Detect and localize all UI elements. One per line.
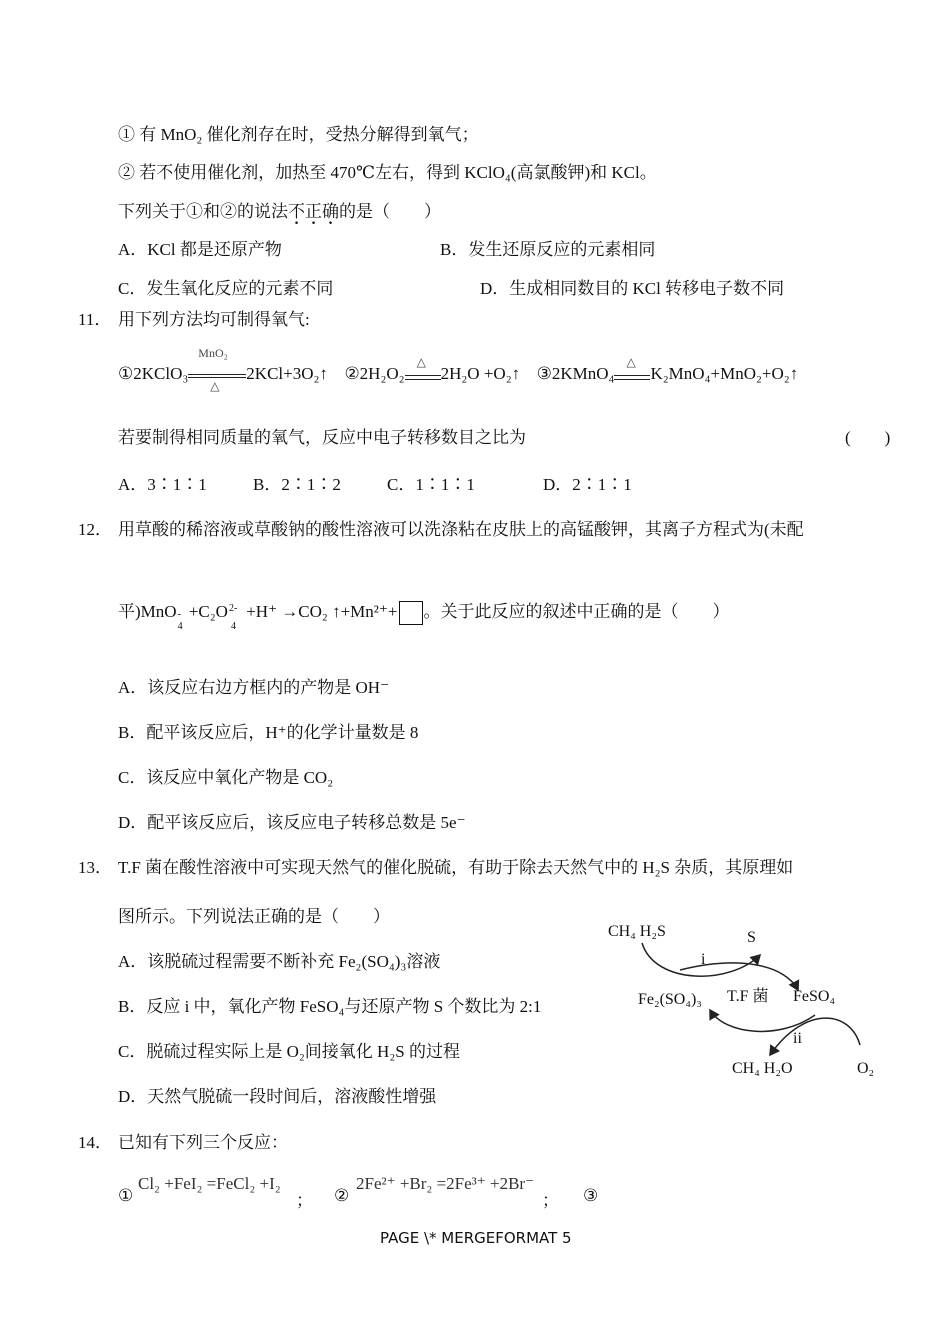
eq1-catalyst: MnO₂: [198, 346, 228, 361]
q14-separator-2: ；: [542, 1191, 559, 1210]
q11-number: 11．: [78, 310, 112, 329]
q12-number: 12．: [78, 520, 112, 539]
q11-option-d[interactable]: D．2∶1∶1: [543, 475, 632, 494]
heat-icon: △: [416, 355, 426, 370]
q13-option-b[interactable]: B．反应 i 中，氧化产物 FeSO₄与还原产物 S 个数比为 2:1: [118, 997, 542, 1016]
c2o4-charge: 2-: [228, 603, 238, 614]
mno4-subscript: 4: [177, 621, 183, 632]
eq-c2o4: +C₂O: [184, 602, 228, 621]
q14-reaction-1: Cl₂ +FeI₂ =FeCl₂ +I₂: [138, 1174, 281, 1193]
diagram-label-ii: ii: [793, 1030, 802, 1047]
arrow-to-fe2so43: [710, 1010, 815, 1031]
q13-stem-line1: T.F 菌在酸性溶液中可实现天然气的催化脱硫，有助于除去天然气中的 H₂S 杂质，其原理如: [118, 858, 794, 877]
diagram-o2: O₂: [857, 1060, 875, 1077]
emphasis-char-1: 不: [288, 202, 305, 221]
q10-option-d[interactable]: D．生成相同数目的 KCl 转移电子数不同: [480, 279, 785, 298]
q10-stem: [118, 197, 441, 222]
page-footer: PAGE \* MERGEFORMAT 5: [380, 1229, 572, 1247]
c2o4-subscript: 4: [230, 621, 236, 632]
eq1-right: 2KCl+3O₂↑: [246, 364, 328, 383]
diagram-ch4-h2o: CH₄ H₂O: [732, 1060, 793, 1077]
eq3-condition: [614, 355, 650, 385]
mno4-charge: -: [177, 609, 181, 620]
q12-option-a[interactable]: A．该反应右边方框内的产物是 OH⁻: [118, 678, 390, 697]
q10-option-b[interactable]: B．发生还原反应的元素相同: [440, 240, 656, 259]
eq2-left: ②2H₂O₂: [344, 364, 405, 383]
q13-number: 13．: [78, 858, 112, 877]
blank-box[interactable]: [399, 601, 423, 625]
heat-icon: △: [210, 379, 220, 394]
q11-stem: 用下列方法均可制得氧气:: [118, 310, 310, 329]
q12-ionic-equation: [118, 597, 730, 632]
q12-question: 。关于此反应的叙述中正确的是（ ）: [423, 602, 730, 621]
q11-option-c[interactable]: C．1∶1∶1: [387, 475, 475, 494]
q10-stem-pre: 下列关于①和②的说法: [118, 202, 288, 221]
q10-line1: ① 有 MnO₂ 催化剂存在时，受热分解得到氧气；: [118, 125, 479, 144]
q12-option-b[interactable]: B．配平该反应后，H⁺的化学计量数是 8: [118, 723, 419, 742]
q12-stem: 用草酸的稀溶液或草酸钠的酸性溶液可以洗涤粘在皮肤上的高锰酸钾，其离子方程式为(未配: [118, 520, 804, 539]
q13-option-c[interactable]: C．脱硫过程实际上是 O₂间接氧化 H₂S 的过程: [118, 1042, 460, 1061]
q11-equations: [118, 346, 799, 394]
eq2-right: 2H₂O +O₂↑: [440, 364, 521, 383]
q14-reaction-3-mark: ③: [583, 1186, 599, 1205]
diagram-label-i: i: [701, 951, 706, 968]
q10-option-c[interactable]: C．发生氧化反应的元素不同: [118, 279, 334, 298]
diagram-feso4: FeSO₄: [793, 988, 836, 1005]
q12-option-c[interactable]: C．该反应中氧化产物是 CO₂: [118, 768, 334, 787]
q13-option-d[interactable]: D．天然气脱硫一段时间后，溶液酸性增强: [118, 1087, 437, 1106]
q14-reaction-2-mark: ②: [334, 1186, 350, 1205]
desulfurization-diagram: [600, 915, 900, 1090]
eq1-condition: [188, 346, 246, 394]
q11-option-b[interactable]: B．2∶1∶2: [253, 475, 341, 494]
q11-option-a[interactable]: A．3∶1∶1: [118, 475, 207, 494]
diagram-s: S: [747, 929, 756, 946]
emphasis-char-2: 正: [305, 202, 322, 221]
q12-option-d[interactable]: D．配平该反应后，该反应电子转移总数是 5e⁻: [118, 813, 466, 832]
eq3-right: K₂MnO₄+MnO₂+O₂↑: [650, 364, 799, 383]
q11-answer-paren: ( ): [845, 428, 891, 447]
q14-reaction-2: 2Fe²⁺ +Br₂ =2Fe³⁺ +2Br⁻: [356, 1174, 535, 1193]
diagram-ch4-h2s: CH₄ H₂S: [608, 923, 666, 940]
eq-rest: +H⁺ →CO₂ ↑+Mn²⁺+: [241, 602, 398, 621]
emphasis-char-3: 确: [322, 202, 339, 221]
q14-separator-1: ；: [296, 1191, 313, 1210]
diagram-fe2so43: Fe₂(SO₄)₃: [638, 991, 702, 1008]
q11-question: 若要制得相同质量的氧气，反应中电子转移数目之比为: [118, 428, 526, 447]
eq1-left: ①2KClO₃: [118, 364, 189, 383]
q10-line2: ② 若不使用催化剂，加热至 470℃左右，得到 KClO₄(高氯酸钾)和 KCl。: [118, 163, 657, 182]
arrow-to-ch4-h2o: [770, 1018, 860, 1055]
heat-icon: △: [626, 355, 636, 370]
q14-stem: 已知有下列三个反应：: [118, 1133, 288, 1152]
q10-stem-post: 的是（ ）: [339, 202, 441, 221]
q10-option-a[interactable]: A．KCl 都是还原产物: [118, 240, 282, 259]
diagram-tf-bacteria: T.F 菌: [727, 988, 769, 1005]
eq-mno4: 平)MnO: [118, 602, 177, 621]
eq2-condition: [405, 355, 441, 385]
q13-option-a[interactable]: A．该脱硫过程需要不断补充 Fe₂(SO₄)₃溶液: [118, 952, 441, 971]
q13-stem-line2: 图所示。下列说法正确的是（ ）: [118, 907, 390, 926]
q14-number: 14．: [78, 1133, 112, 1152]
eq3-left: ③2KMnO₄: [536, 364, 615, 383]
q14-reaction-1-mark: ①: [118, 1186, 134, 1205]
